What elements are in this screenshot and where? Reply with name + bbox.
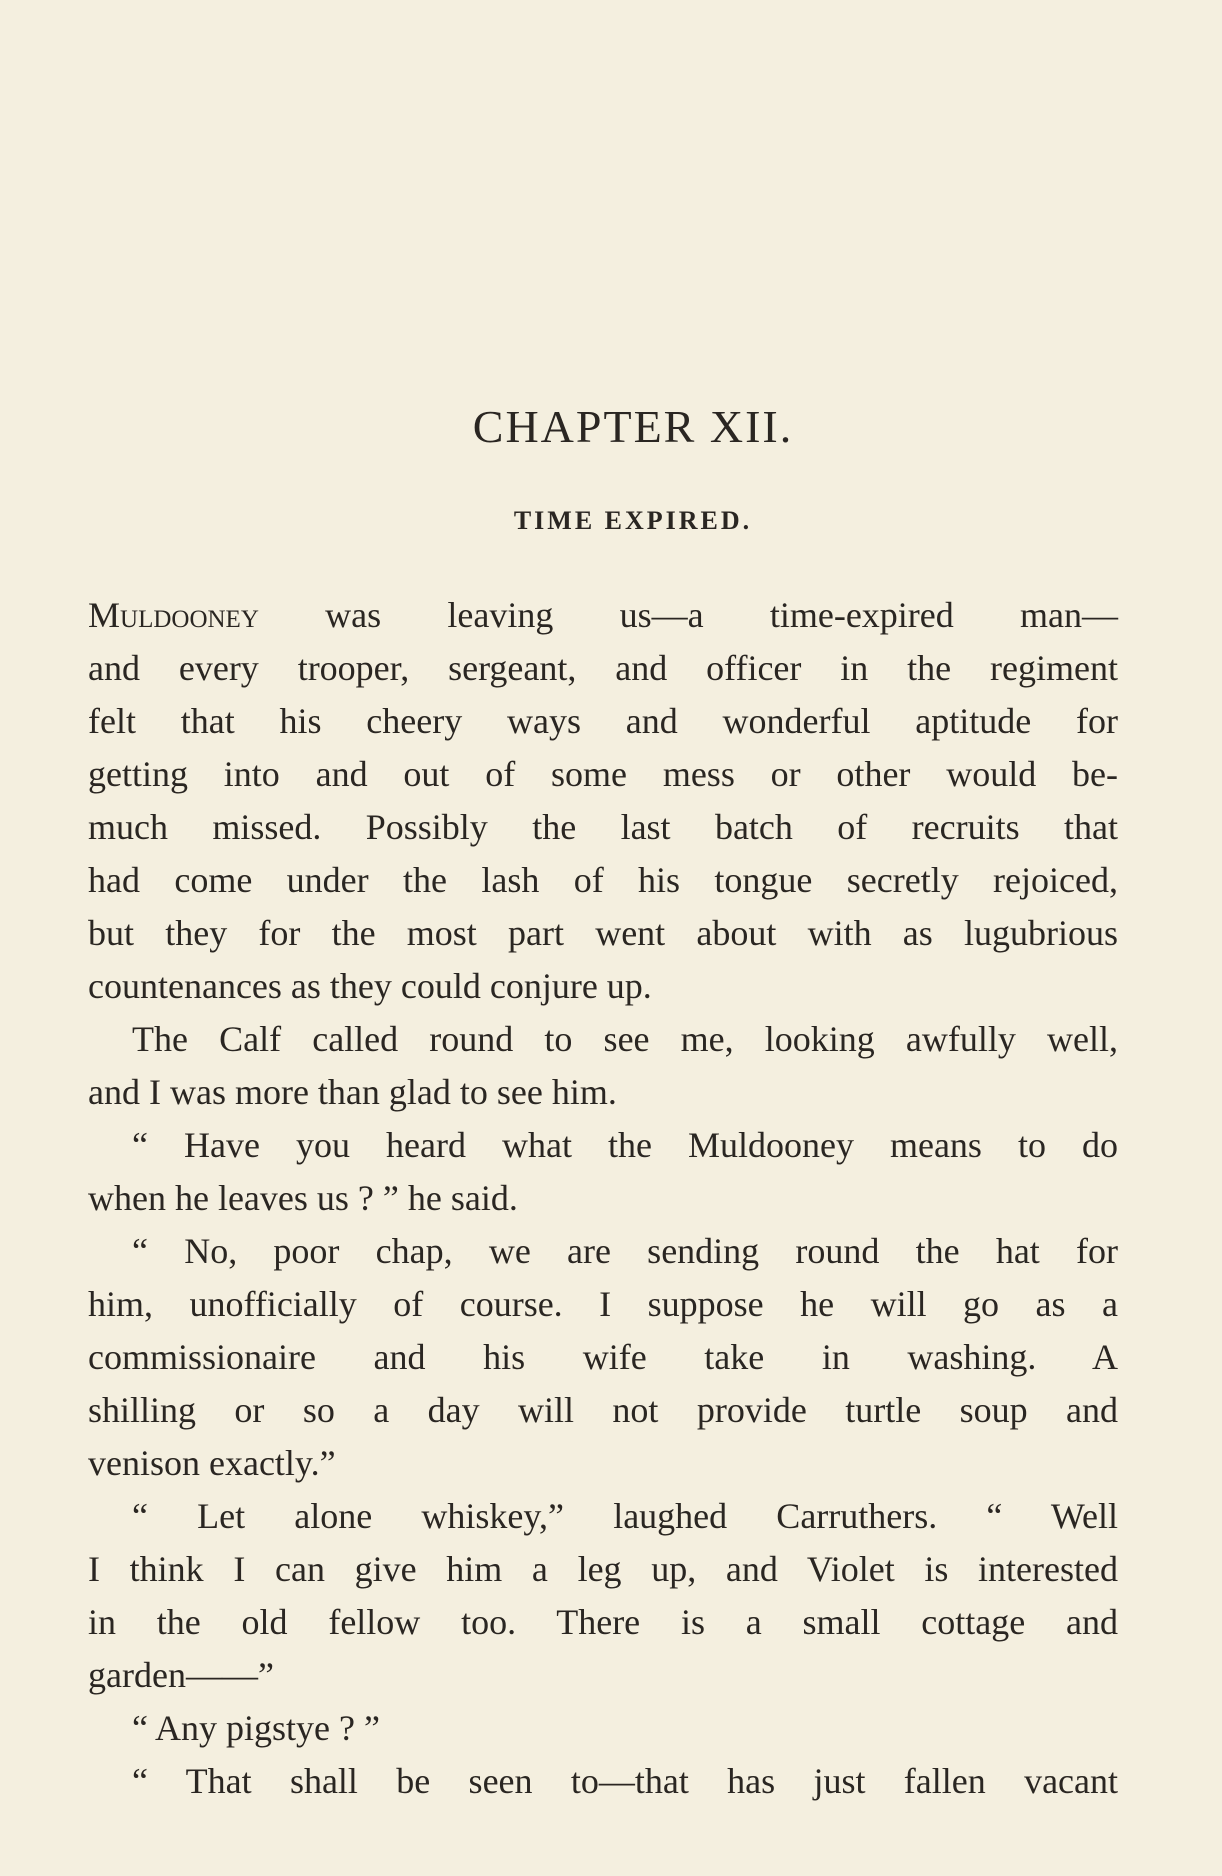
text-line: and every trooper, sergeant, and officer in the regiment: [88, 648, 1118, 688]
text-line: him, unofficially of course. I suppose he will go as a: [88, 1284, 1118, 1324]
text-line: “ Let alone whiskey,” laughed Carruthers. “ Well: [132, 1496, 1118, 1536]
text-line: “ That shall be seen to—that has just fallen vacant: [132, 1761, 1118, 1801]
text-line: but they for the most part went about with as lugubrious: [88, 913, 1118, 953]
text-line: The Calf called round to see me, looking awfully well,: [132, 1019, 1118, 1059]
book-page: [88, 0, 1118, 1876]
text-line: “ No, poor chap, we are sending round the hat for: [132, 1231, 1118, 1271]
text-line: getting into and out of some mess or other would be-: [88, 754, 1118, 794]
text-line: commissionaire and his wife take in washing. A: [88, 1337, 1118, 1377]
chapter-title: CHAPTER XII.: [472, 401, 794, 452]
text-line: shilling or so a day will not provide turtle soup and: [88, 1390, 1118, 1430]
text-line: “ Have you heard what the Muldooney means to do: [132, 1125, 1118, 1165]
text-line: “ Any pigstye ? ”: [132, 1708, 380, 1748]
lead-word: Muldooney: [88, 595, 259, 635]
text-line: venison exactly.”: [88, 1443, 336, 1483]
text-line: I think I can give him a leg up, and Violet is interested: [88, 1549, 1118, 1589]
text-line: Muldooney was leaving us—a time-expired man—: [88, 595, 1119, 635]
text-line: when he leaves us ? ” he said.: [88, 1178, 518, 1218]
text-line: much missed. Possibly the last batch of recruits that: [88, 807, 1118, 847]
text-line: garden——”: [88, 1655, 274, 1695]
text-line: felt that his cheery ways and wonderful aptitude for: [88, 701, 1118, 741]
text-line: in the old fellow too. There is a small cottage and: [88, 1602, 1118, 1642]
text-line: countenances as they could conjure up.: [88, 966, 652, 1006]
text-line: and I was more than glad to see him.: [88, 1072, 617, 1112]
chapter-body: [88, 589, 1118, 1808]
text-line: had come under the lash of his tongue secretly rejoiced,: [88, 860, 1118, 900]
chapter-subtitle: TIME EXPIRED.: [513, 506, 753, 535]
